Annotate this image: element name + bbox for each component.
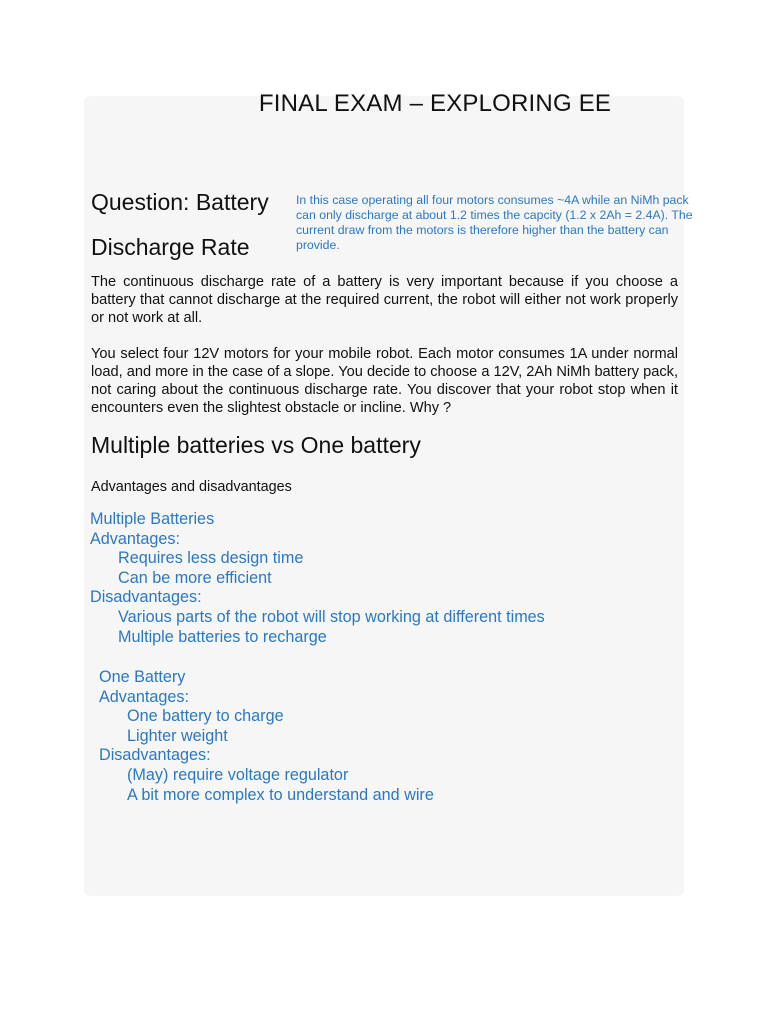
list-item: Can be more efficient (118, 568, 272, 587)
list-item: Various parts of the robot will stop working at different times (118, 607, 545, 626)
list-item: Requires less design time (118, 549, 304, 568)
question-title-line-1: Question: Battery (91, 189, 269, 215)
question-title-line-2: Discharge Rate (91, 234, 250, 260)
question-title (91, 180, 291, 270)
list-item: Lighter weight (127, 726, 228, 745)
multiple-batteries-list (90, 510, 545, 647)
advantages-label: Advantages: (90, 529, 180, 548)
list-item: Multiple batteries to recharge (118, 627, 327, 646)
one-battery-list (99, 668, 434, 805)
section-subheading: Advantages and disadvantages (91, 479, 292, 495)
disadvantages-label: Disadvantages: (99, 746, 211, 765)
advantages-label: Advantages: (99, 687, 189, 706)
disadvantages-label: Disadvantages: (90, 588, 202, 607)
list-item: A bit more complex to understand and wire (127, 785, 434, 804)
answer-note: In this case operating all four motors consumes ~4A while an NiMh pack can only discharge at about 1.2 times the capcity (1.2 x 2Ah = 2.4A). The current draw from the motors is therefore higher than the battery can provide. (296, 193, 693, 252)
exam-title: FINAL EXAM – EXPLORING EE (258, 90, 612, 117)
paragraph-scenario: You select four 12V motors for your mobile robot. Each motor consumes 1A under normal load, and more in the case of a slope. You decide to choose a 12V, 2Ah NiMh battery pack, not caring about the continuous discharge rate. You discover that your robot stop when it encounters even the slightest obstacle or incline. Why ? (91, 346, 678, 416)
list-item: (May) require voltage regulator (127, 765, 349, 784)
list-heading: Multiple Batteries (90, 510, 215, 528)
section-heading: Multiple batteries vs One battery (91, 432, 421, 458)
list-item: One battery to charge (127, 707, 284, 726)
list-heading: One Battery (99, 668, 186, 686)
paragraph-discharge-importance: The continuous discharge rate of a battery is very important because if you choose a battery that cannot discharge at the required current, the robot will either not work properly or not work at all. (91, 274, 678, 326)
